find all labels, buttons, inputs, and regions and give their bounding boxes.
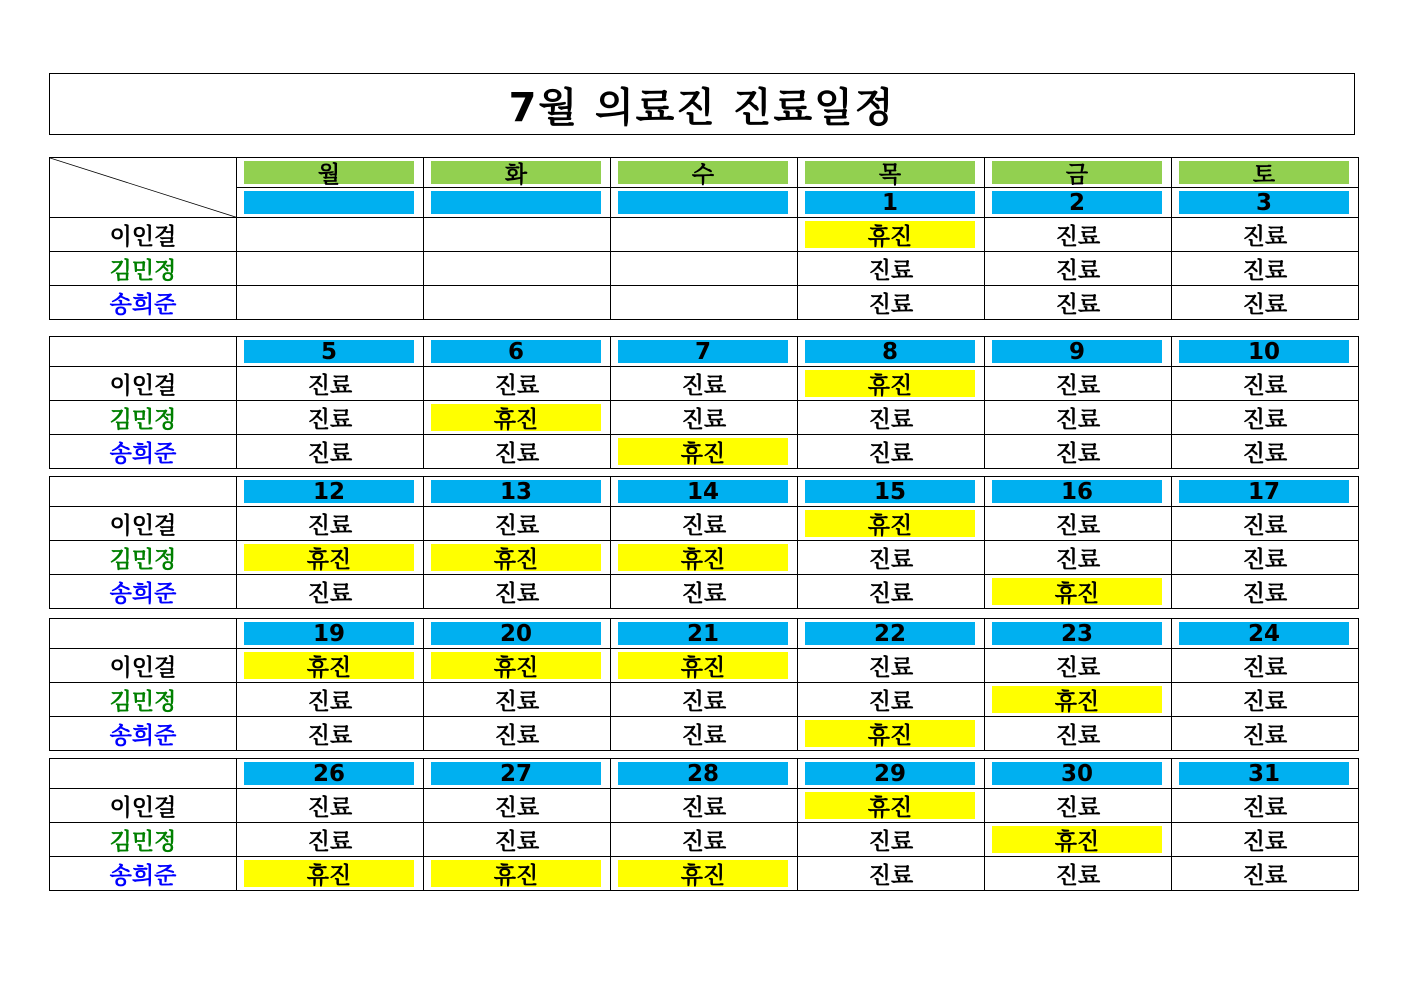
schedule-cell bbox=[237, 789, 424, 823]
weekday-label: 목 bbox=[805, 161, 975, 184]
date-cell bbox=[1172, 337, 1359, 367]
schedule-cell bbox=[985, 823, 1172, 857]
work-day-status: 진료 bbox=[1242, 547, 1288, 573]
empty-name-cell bbox=[50, 619, 237, 649]
work-day-status: 진료 bbox=[307, 829, 353, 855]
off-day-status: 휴진 bbox=[244, 652, 414, 679]
schedule-cell bbox=[237, 218, 424, 252]
weekday-label: 토 bbox=[1179, 161, 1349, 184]
work-day-status: 진료 bbox=[307, 689, 353, 715]
schedule-cell bbox=[1172, 507, 1359, 541]
off-day-status: 휴진 bbox=[431, 860, 601, 887]
work-day-status: 진료 bbox=[681, 581, 727, 607]
work-day-status: 진료 bbox=[1242, 373, 1288, 399]
doctor-row bbox=[50, 367, 1359, 401]
off-day-status: 휴진 bbox=[805, 510, 975, 537]
schedule-cell bbox=[611, 683, 798, 717]
doctor-name: 송희준 bbox=[50, 286, 237, 320]
doctor-name: 송희준 bbox=[50, 575, 237, 609]
doctor-row bbox=[50, 575, 1359, 609]
work-day-status: 진료 bbox=[1242, 581, 1288, 607]
schedule-cell bbox=[1172, 367, 1359, 401]
schedule-cell bbox=[611, 218, 798, 252]
doctor-row bbox=[50, 435, 1359, 469]
work-day-status: 진료 bbox=[868, 441, 914, 467]
work-day-status: 진료 bbox=[1055, 795, 1101, 821]
corner-cell bbox=[50, 158, 237, 218]
doctor-row bbox=[50, 789, 1359, 823]
schedule-cell bbox=[611, 823, 798, 857]
week-table bbox=[49, 157, 1359, 320]
off-day-status: 휴진 bbox=[244, 860, 414, 887]
schedule-cell bbox=[985, 683, 1172, 717]
schedule-cell bbox=[798, 286, 985, 320]
date-label: 30 bbox=[992, 762, 1162, 785]
date-cell bbox=[611, 619, 798, 649]
date-cell bbox=[985, 477, 1172, 507]
schedule-cell bbox=[1172, 435, 1359, 469]
schedule-cell bbox=[424, 252, 611, 286]
schedule-cell bbox=[424, 649, 611, 683]
work-day-status: 진료 bbox=[1242, 513, 1288, 539]
work-day-status: 진료 bbox=[307, 723, 353, 749]
schedule-cell bbox=[1172, 857, 1359, 891]
date-row bbox=[50, 337, 1359, 367]
work-day-status: 진료 bbox=[868, 581, 914, 607]
schedule-cell bbox=[237, 507, 424, 541]
date-cell bbox=[611, 188, 798, 218]
date-label: 28 bbox=[618, 762, 788, 785]
schedule-cell bbox=[1172, 717, 1359, 751]
off-day-status: 휴진 bbox=[805, 370, 975, 397]
schedule-cell bbox=[424, 401, 611, 435]
work-day-status: 진료 bbox=[1055, 513, 1101, 539]
schedule-cell bbox=[237, 252, 424, 286]
schedule-cell bbox=[611, 717, 798, 751]
schedule-cell bbox=[1172, 252, 1359, 286]
schedule-cell bbox=[424, 435, 611, 469]
work-day-status: 진료 bbox=[868, 689, 914, 715]
date-label: 3 bbox=[1179, 191, 1349, 214]
schedule-cell bbox=[985, 401, 1172, 435]
work-day-status: 진료 bbox=[494, 513, 540, 539]
off-day-status: 휴진 bbox=[431, 404, 601, 431]
date-cell bbox=[798, 477, 985, 507]
work-day-status: 진료 bbox=[1242, 723, 1288, 749]
doctor-row bbox=[50, 717, 1359, 751]
doctor-name: 송희준 bbox=[50, 717, 237, 751]
work-day-status: 진료 bbox=[307, 513, 353, 539]
work-day-status: 진료 bbox=[307, 373, 353, 399]
date-cell bbox=[611, 759, 798, 789]
date-label: 14 bbox=[618, 480, 788, 503]
schedule-cell bbox=[1172, 823, 1359, 857]
week-table bbox=[49, 336, 1359, 469]
off-day-status: 휴진 bbox=[431, 652, 601, 679]
date-cell bbox=[611, 337, 798, 367]
doctor-row bbox=[50, 857, 1359, 891]
schedule-cell bbox=[798, 252, 985, 286]
diagonal-line bbox=[50, 158, 236, 217]
schedule-cell bbox=[237, 541, 424, 575]
schedule-cell bbox=[611, 367, 798, 401]
date-row bbox=[50, 477, 1359, 507]
date-cell bbox=[985, 188, 1172, 218]
schedule-cell bbox=[1172, 286, 1359, 320]
schedule-cell bbox=[237, 286, 424, 320]
doctor-name: 이인걸 bbox=[50, 649, 237, 683]
doctor-name: 이인걸 bbox=[50, 218, 237, 252]
schedule-cell bbox=[985, 367, 1172, 401]
doctor-row bbox=[50, 683, 1359, 717]
weekday-cell bbox=[424, 158, 611, 188]
schedule-cell bbox=[798, 435, 985, 469]
off-day-status: 휴진 bbox=[618, 860, 788, 887]
doctor-name: 김민정 bbox=[50, 252, 237, 286]
date-cell bbox=[798, 337, 985, 367]
work-day-status: 진료 bbox=[868, 863, 914, 889]
date-row bbox=[50, 759, 1359, 789]
work-day-status: 진료 bbox=[307, 441, 353, 467]
date-label bbox=[244, 191, 414, 214]
date-cell bbox=[237, 619, 424, 649]
schedule-cell bbox=[798, 367, 985, 401]
schedule-cell bbox=[424, 218, 611, 252]
date-cell bbox=[424, 759, 611, 789]
date-label: 22 bbox=[805, 622, 975, 645]
date-cell bbox=[611, 477, 798, 507]
work-day-status: 진료 bbox=[494, 581, 540, 607]
off-day-status: 휴진 bbox=[805, 792, 975, 819]
empty-name-cell bbox=[50, 337, 237, 367]
schedule-cell bbox=[985, 541, 1172, 575]
work-day-status: 진료 bbox=[1242, 829, 1288, 855]
schedule-cell bbox=[611, 575, 798, 609]
date-label: 29 bbox=[805, 762, 975, 785]
work-day-status: 진료 bbox=[681, 373, 727, 399]
weekday-cell bbox=[985, 158, 1172, 188]
work-day-status: 진료 bbox=[1055, 547, 1101, 573]
schedule-cell bbox=[985, 789, 1172, 823]
schedule-cell bbox=[424, 541, 611, 575]
work-day-status: 진료 bbox=[1242, 441, 1288, 467]
doctor-row bbox=[50, 252, 1359, 286]
weekday-cell bbox=[798, 158, 985, 188]
schedule-cell bbox=[985, 252, 1172, 286]
schedule-cell bbox=[611, 435, 798, 469]
date-label: 19 bbox=[244, 622, 414, 645]
doctor-name: 김민정 bbox=[50, 401, 237, 435]
date-label: 7 bbox=[618, 340, 788, 363]
schedule-cell bbox=[985, 717, 1172, 751]
work-day-status: 진료 bbox=[868, 407, 914, 433]
work-day-status: 진료 bbox=[681, 407, 727, 433]
date-label: 2 bbox=[992, 191, 1162, 214]
date-label: 10 bbox=[1179, 340, 1349, 363]
date-cell bbox=[237, 759, 424, 789]
weekday-label: 수 bbox=[618, 161, 788, 184]
date-cell bbox=[798, 188, 985, 218]
date-label: 9 bbox=[992, 340, 1162, 363]
schedule-cell bbox=[611, 401, 798, 435]
date-cell bbox=[1172, 477, 1359, 507]
work-day-status: 진료 bbox=[1242, 258, 1288, 285]
schedule-cell bbox=[424, 367, 611, 401]
work-day-status: 진료 bbox=[1055, 441, 1101, 467]
doctor-name: 이인걸 bbox=[50, 367, 237, 401]
date-label: 12 bbox=[244, 480, 414, 503]
date-cell bbox=[424, 188, 611, 218]
schedule-cell bbox=[611, 286, 798, 320]
date-label: 20 bbox=[431, 622, 601, 645]
date-row bbox=[50, 188, 1359, 218]
schedule-cell bbox=[1172, 541, 1359, 575]
date-label: 15 bbox=[805, 480, 975, 503]
date-label: 27 bbox=[431, 762, 601, 785]
doctor-name: 김민정 bbox=[50, 683, 237, 717]
work-day-status: 진료 bbox=[494, 795, 540, 821]
work-day-status: 진료 bbox=[868, 655, 914, 681]
off-day-status: 휴진 bbox=[992, 826, 1162, 853]
date-label: 1 bbox=[805, 191, 975, 214]
work-day-status: 진료 bbox=[681, 723, 727, 749]
date-cell bbox=[798, 619, 985, 649]
work-day-status: 진료 bbox=[1242, 863, 1288, 889]
date-label: 17 bbox=[1179, 480, 1349, 503]
work-day-status: 진료 bbox=[1055, 373, 1101, 399]
work-day-status: 진료 bbox=[1242, 689, 1288, 715]
empty-name-cell bbox=[50, 477, 237, 507]
date-label: 13 bbox=[431, 480, 601, 503]
work-day-status: 진료 bbox=[307, 795, 353, 821]
work-day-status: 진료 bbox=[681, 829, 727, 855]
schedule-cell bbox=[798, 575, 985, 609]
work-day-status: 진료 bbox=[1055, 655, 1101, 681]
schedule-cell bbox=[1172, 683, 1359, 717]
schedule-cell bbox=[424, 575, 611, 609]
week-table bbox=[49, 758, 1359, 891]
work-day-status: 진료 bbox=[868, 829, 914, 855]
work-day-status: 진료 bbox=[868, 292, 914, 319]
schedule-cell bbox=[1172, 575, 1359, 609]
schedule-cell bbox=[1172, 789, 1359, 823]
work-day-status: 진료 bbox=[868, 547, 914, 573]
schedule-cell bbox=[985, 218, 1172, 252]
doctor-row bbox=[50, 823, 1359, 857]
work-day-status: 진료 bbox=[1055, 407, 1101, 433]
work-day-status: 진료 bbox=[307, 407, 353, 433]
schedule-cell bbox=[985, 575, 1172, 609]
schedule-cell bbox=[798, 789, 985, 823]
schedule-cell bbox=[798, 683, 985, 717]
off-day-status: 휴진 bbox=[805, 720, 975, 747]
work-day-status: 진료 bbox=[494, 723, 540, 749]
schedule-cell bbox=[798, 857, 985, 891]
schedule-cell bbox=[611, 252, 798, 286]
date-cell bbox=[985, 619, 1172, 649]
empty-name-cell bbox=[50, 759, 237, 789]
schedule-cell bbox=[1172, 649, 1359, 683]
schedule-cell bbox=[611, 857, 798, 891]
schedule-cell bbox=[798, 401, 985, 435]
date-cell bbox=[1172, 188, 1359, 218]
date-cell bbox=[1172, 619, 1359, 649]
week-table bbox=[49, 618, 1359, 751]
date-cell bbox=[985, 759, 1172, 789]
schedule-cell bbox=[985, 435, 1172, 469]
off-day-status: 휴진 bbox=[244, 544, 414, 571]
schedule-cell bbox=[424, 857, 611, 891]
date-cell bbox=[985, 337, 1172, 367]
date-label bbox=[431, 191, 601, 214]
doctor-row bbox=[50, 507, 1359, 541]
date-cell bbox=[237, 188, 424, 218]
weekday-label: 화 bbox=[431, 161, 601, 184]
work-day-status: 진료 bbox=[1242, 224, 1288, 251]
work-day-status: 진료 bbox=[494, 441, 540, 467]
work-day-status: 진료 bbox=[681, 795, 727, 821]
work-day-status: 진료 bbox=[1055, 224, 1101, 251]
date-row bbox=[50, 619, 1359, 649]
schedule-cell bbox=[237, 649, 424, 683]
off-day-status: 휴진 bbox=[992, 578, 1162, 605]
doctor-row bbox=[50, 218, 1359, 252]
schedule-cell bbox=[985, 857, 1172, 891]
schedule-cell bbox=[611, 789, 798, 823]
date-label: 24 bbox=[1179, 622, 1349, 645]
date-label: 26 bbox=[244, 762, 414, 785]
doctor-name: 송희준 bbox=[50, 857, 237, 891]
doctor-name: 이인걸 bbox=[50, 789, 237, 823]
date-cell bbox=[424, 337, 611, 367]
doctor-name: 이인걸 bbox=[50, 507, 237, 541]
weekday-cell bbox=[1172, 158, 1359, 188]
work-day-status: 진료 bbox=[1055, 292, 1101, 319]
schedule-cell bbox=[798, 218, 985, 252]
work-day-status: 진료 bbox=[307, 581, 353, 607]
weekday-label: 월 bbox=[244, 161, 414, 184]
schedule-cell bbox=[611, 649, 798, 683]
work-day-status: 진료 bbox=[494, 373, 540, 399]
week-table bbox=[49, 476, 1359, 609]
work-day-status: 진료 bbox=[1242, 292, 1288, 319]
weekday-label: 금 bbox=[992, 161, 1162, 184]
date-cell bbox=[1172, 759, 1359, 789]
schedule-cell bbox=[237, 857, 424, 891]
schedule-cell bbox=[237, 683, 424, 717]
date-label: 31 bbox=[1179, 762, 1349, 785]
weekday-cell bbox=[237, 158, 424, 188]
schedule-cell bbox=[798, 541, 985, 575]
schedule-cell bbox=[424, 717, 611, 751]
schedule-cell bbox=[424, 823, 611, 857]
schedule-cell bbox=[611, 541, 798, 575]
schedule-cell bbox=[798, 507, 985, 541]
schedule-cell bbox=[611, 507, 798, 541]
schedule-cell bbox=[237, 717, 424, 751]
schedule-cell bbox=[798, 649, 985, 683]
schedule-cell bbox=[237, 401, 424, 435]
weekday-cell bbox=[611, 158, 798, 188]
date-cell bbox=[237, 337, 424, 367]
doctor-name: 송희준 bbox=[50, 435, 237, 469]
schedule-cell bbox=[424, 789, 611, 823]
date-cell bbox=[424, 477, 611, 507]
work-day-status: 진료 bbox=[1055, 258, 1101, 285]
schedule-cell bbox=[237, 435, 424, 469]
doctor-row bbox=[50, 541, 1359, 575]
schedule-cell bbox=[985, 286, 1172, 320]
schedule-cell bbox=[424, 683, 611, 717]
off-day-status: 휴진 bbox=[431, 544, 601, 571]
doctor-name: 김민정 bbox=[50, 823, 237, 857]
schedule-cell bbox=[798, 717, 985, 751]
date-label: 23 bbox=[992, 622, 1162, 645]
work-day-status: 진료 bbox=[494, 829, 540, 855]
schedule-cell bbox=[798, 823, 985, 857]
work-day-status: 진료 bbox=[1242, 795, 1288, 821]
schedule-cell bbox=[237, 823, 424, 857]
schedule-cell bbox=[1172, 401, 1359, 435]
date-label bbox=[618, 191, 788, 214]
work-day-status: 진료 bbox=[1055, 863, 1101, 889]
work-day-status: 진료 bbox=[1242, 407, 1288, 433]
off-day-status: 휴진 bbox=[618, 438, 788, 465]
work-day-status: 진료 bbox=[681, 513, 727, 539]
date-label: 21 bbox=[618, 622, 788, 645]
off-day-status: 휴진 bbox=[992, 686, 1162, 713]
doctor-row bbox=[50, 649, 1359, 683]
schedule-cell bbox=[237, 575, 424, 609]
date-cell bbox=[424, 619, 611, 649]
schedule-cell bbox=[237, 367, 424, 401]
doctor-row bbox=[50, 401, 1359, 435]
work-day-status: 진료 bbox=[494, 689, 540, 715]
doctor-row bbox=[50, 286, 1359, 320]
work-day-status: 진료 bbox=[1055, 723, 1101, 749]
schedule-cell bbox=[985, 649, 1172, 683]
date-label: 6 bbox=[431, 340, 601, 363]
date-cell bbox=[798, 759, 985, 789]
page-title: 7월 의료진 진료일정 bbox=[49, 73, 1355, 135]
off-day-status: 휴진 bbox=[618, 652, 788, 679]
date-label: 8 bbox=[805, 340, 975, 363]
work-day-status: 진료 bbox=[681, 689, 727, 715]
weekday-header-row bbox=[50, 158, 1359, 188]
date-label: 5 bbox=[244, 340, 414, 363]
work-day-status: 진료 bbox=[868, 258, 914, 285]
off-day-status: 휴진 bbox=[618, 544, 788, 571]
schedule-cell bbox=[424, 286, 611, 320]
schedule-cell bbox=[424, 507, 611, 541]
off-day-status: 휴진 bbox=[805, 221, 975, 248]
schedule-cell bbox=[1172, 218, 1359, 252]
schedule-cell bbox=[985, 507, 1172, 541]
doctor-name: 김민정 bbox=[50, 541, 237, 575]
date-label: 16 bbox=[992, 480, 1162, 503]
work-day-status: 진료 bbox=[1242, 655, 1288, 681]
date-cell bbox=[237, 477, 424, 507]
